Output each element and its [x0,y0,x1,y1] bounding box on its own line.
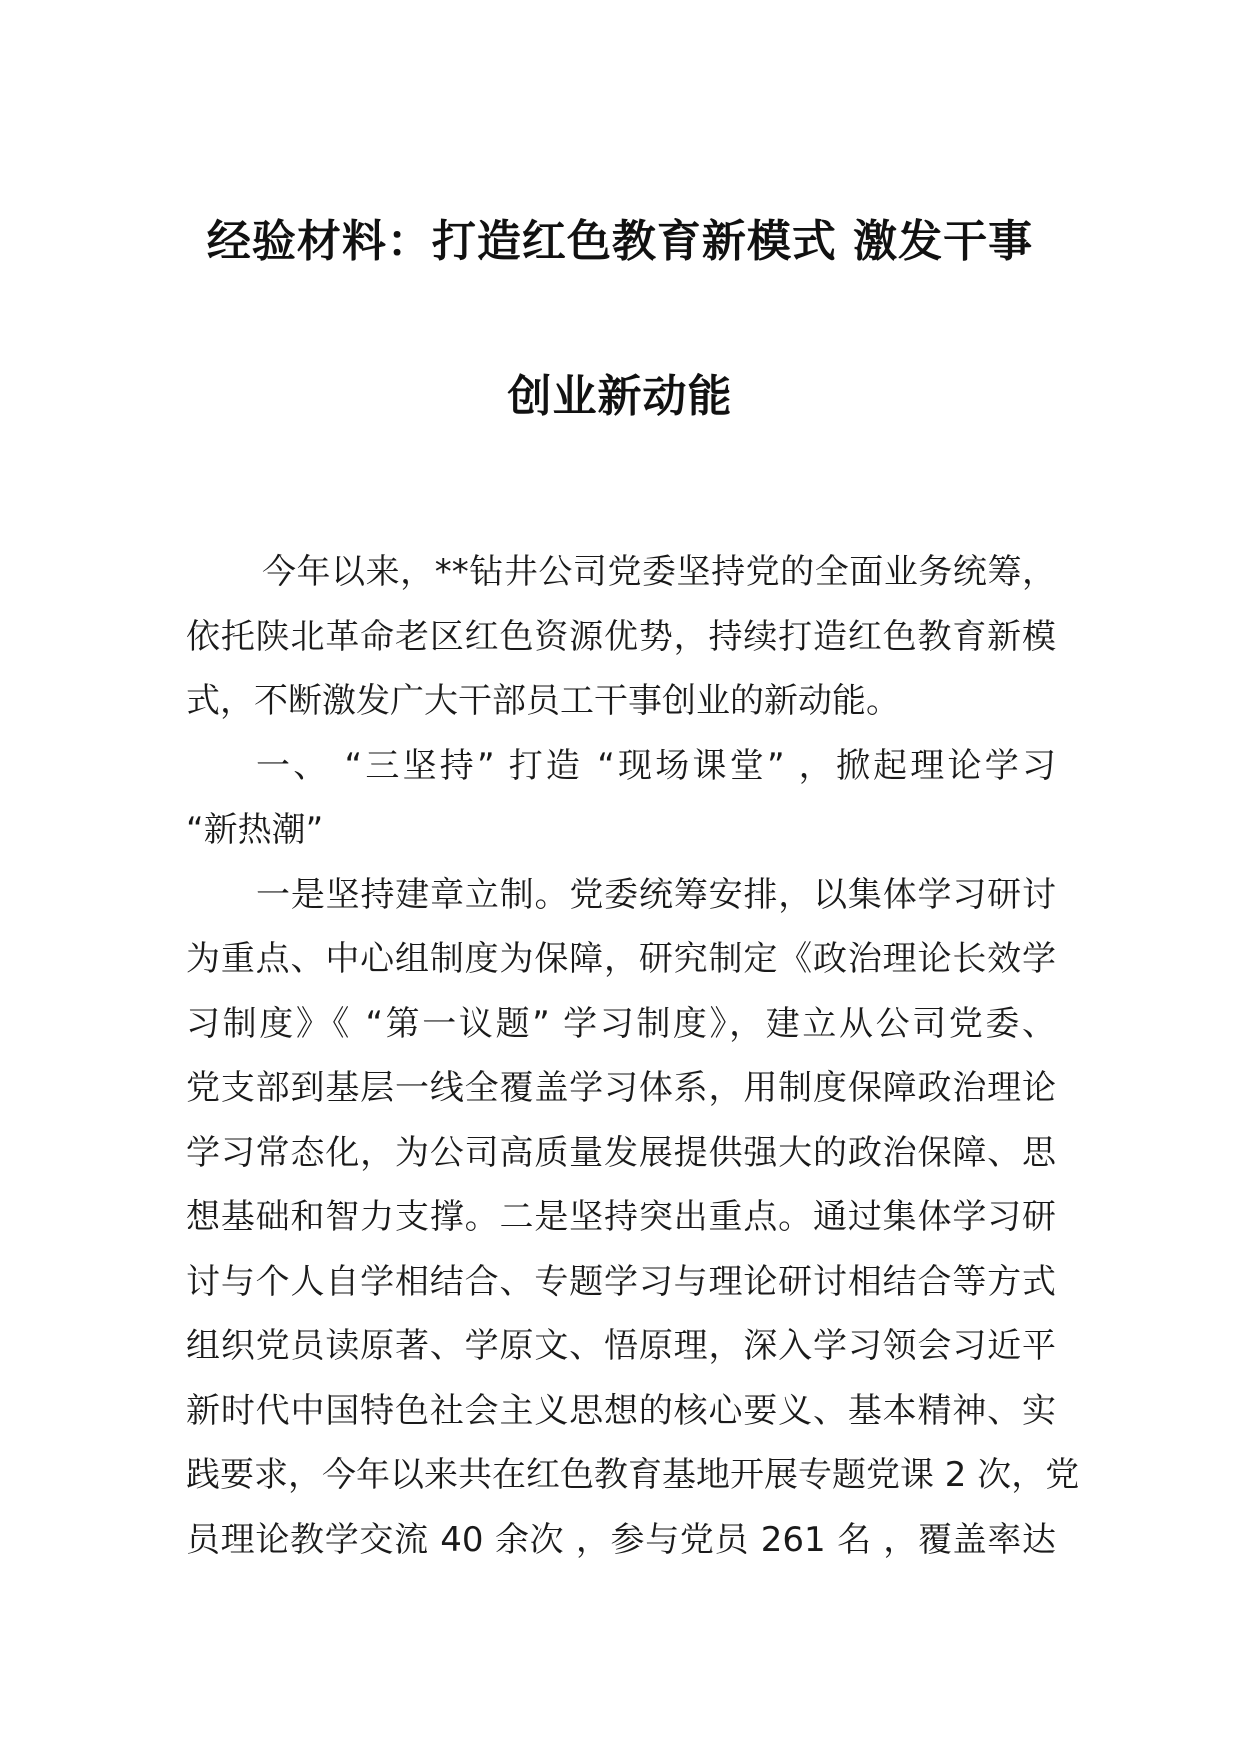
paragraph-line: 讨与个人自学相结合、专题学习与理论研讨相结合等方式 [186,1261,1056,1302]
paragraph-line: 依托陕北革命老区红色资源优势，持续打造红色教育新模 [186,616,1056,657]
paragraph-line: 习制度》《 “第一议题” 学习制度》，建立从公司党委、 [186,1003,1056,1044]
paragraph-line: 学习常态化，为公司高质量发展提供强大的政治保障、思 [186,1132,1056,1173]
paragraph-line: 想基础和智力支撑。二是坚持突出重点。通过集体学习研 [186,1197,1056,1237]
document-title-line-2: 创业新动能 [507,371,733,422]
document-body [186,540,1080,1572]
section-heading-line: 一、 “三坚持” 打造 “现场课堂” ，掀起理论学习 [256,745,1056,786]
paragraph-line: 践要求，今年以来共在红色教育基地开展专题党课 2 次，党 [186,1455,1080,1495]
paragraph-line: 式，不断激发广大干部员工干事创业的新动能。 [186,681,900,721]
paragraph-line: 新时代中国特色社会主义思想的核心要义、基本精神、实 [186,1390,1056,1431]
document-title-line-1: 经验材料：打造红色教育新模式 激发干事 [206,216,1034,267]
paragraph-line: 今年以来，**钻井公司党委坚持党的全面业务统筹， [262,552,1056,592]
section-heading-line: “新热潮” [186,810,324,850]
paragraph-line: 组织党员读原著、学原文、悟原理，深入学习领会习近平 [186,1326,1056,1366]
paragraph-line: 为重点、中心组制度为保障，研究制定《政治理论长效学 [186,939,1056,979]
paragraph-line: 一是坚持建章立制。党委统筹安排，以集体学习研讨 [256,874,1056,915]
paragraph-line: 员理论教学交流 40 余次 ，参与党员 261 名 ，覆盖率达 [186,1519,1056,1560]
paragraph-line: 党支部到基层一线全覆盖学习体系，用制度保障政治理论 [186,1068,1056,1108]
